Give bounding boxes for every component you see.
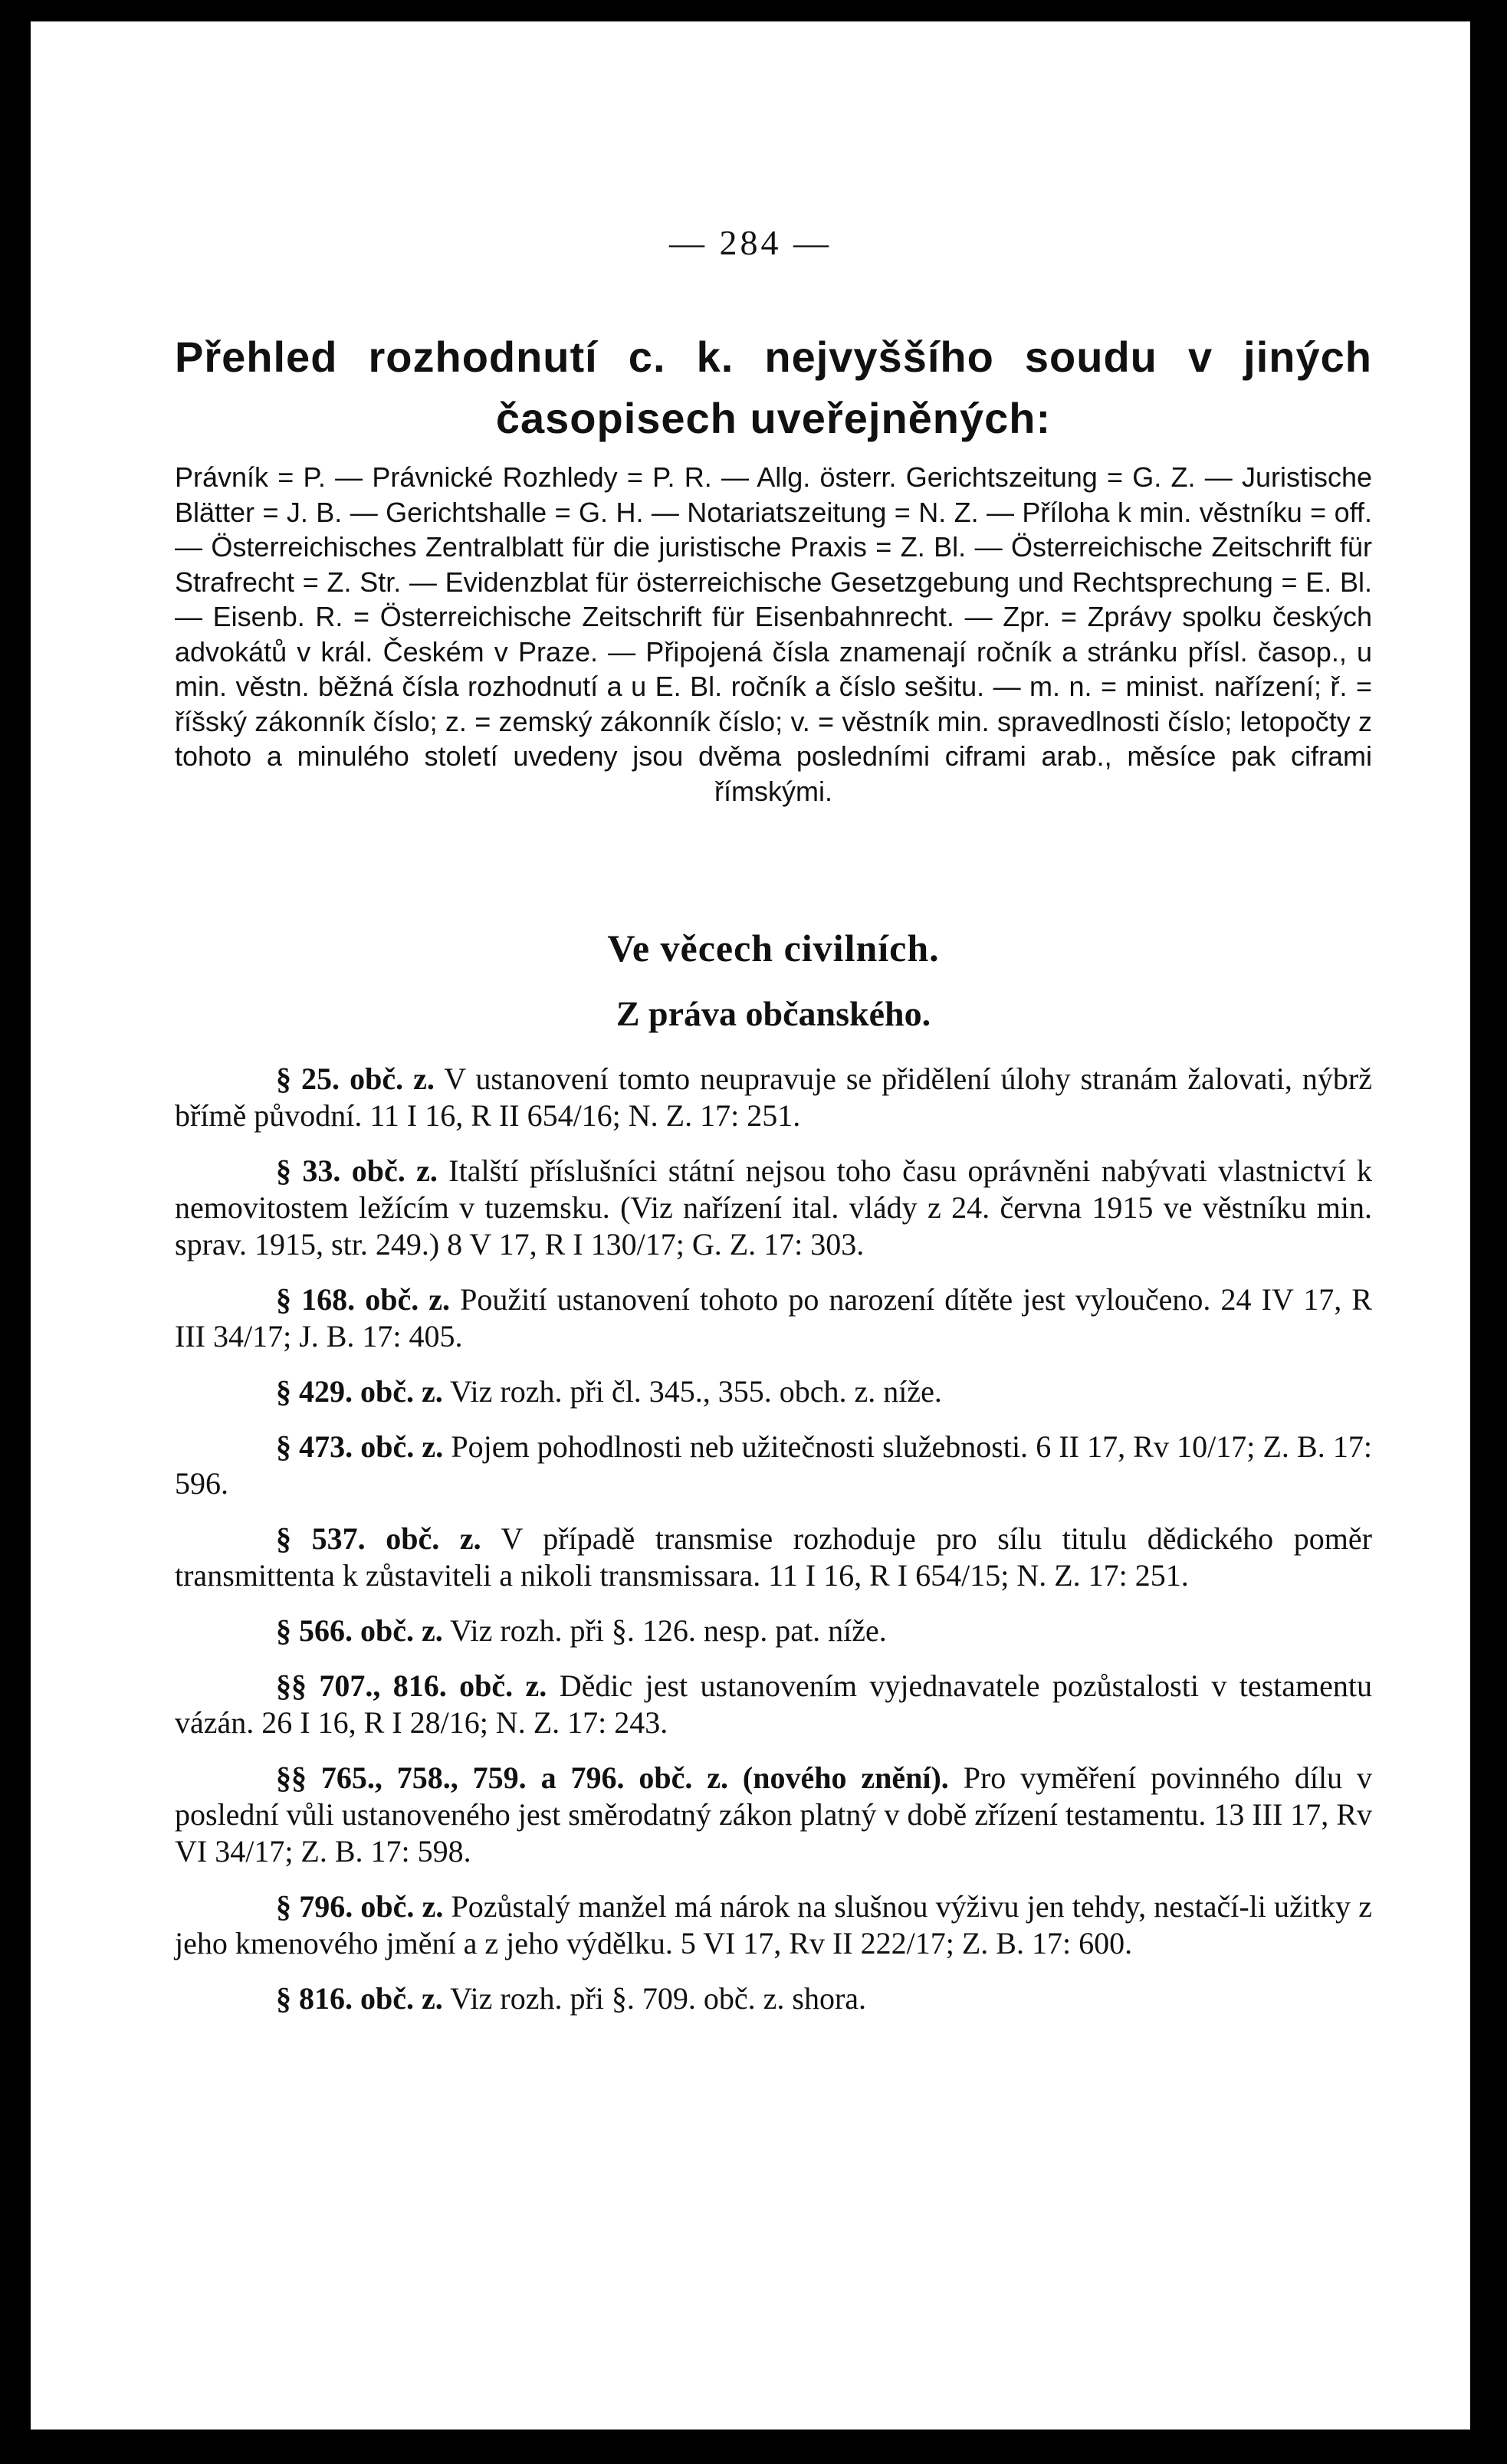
entry-reference: §§ 765., 758., 759. a 796. obč. z. (nového znění). (276, 1760, 949, 1795)
entry-reference: § 566. obč. z. (276, 1613, 443, 1648)
entry-text: Viz rozh. při §. 126. nesp. pat. níže. (442, 1613, 887, 1648)
page-title-line-2: časopisech uveřejněných: (495, 394, 1052, 442)
list-item (175, 1760, 1372, 1870)
subsection-heading: Z práva občanského. (616, 994, 931, 1033)
entry-text: V případě transmise rozhoduje pro sílu titulu dědického poměr transmittenta k zůstaviteli a nikoli transmissara. 11 I 16, R I 654/15; N. Z. 17: 251. (175, 1521, 1372, 1593)
page-number: — 284 — (669, 223, 832, 262)
abbreviations-paragraph: Právník = P. — Právnické Rozhledy = P. R. — Allg. österr. Gerichtszeitung = G. Z. — Juristische Blätter = J. B. — Gerichtshalle = G. H. — Notariatszeitung = N. Z. — Příloha k min. věstníku = off. — Österreichisches Zentralblatt für die juristische Praxis = Z. Bl. — Österreichische Zeitschrift für Strafrecht = Z. Str. — Evidenzblat für österreichische Gesetzgebung und Rechtsprechung = E. Bl. — Eisenb. R. = Österreichische Zeitschrift für Eisenbahnrecht. — Zpr. = Zprávy spolku českých advokátů v král. Českém v Praze. — Připojená čísla znamenají ročník a stránku přísl. časop., u min. věstn. běžná čísla rozhodnutí a u E. Bl. ročník a číslo sešitu. — m. n. = minist. nařízení; ř. = říšský zákonník číslo; z. = zemský zákonník číslo; v. = věstník min. spravedlnosti číslo; letopočty z tohoto a minulého století uvedeny jsou dvěma posledními ciframi arab., měsíce pak ciframi římskými. (175, 461, 1372, 807)
entry-text: Pro vyměření povinného dílu v poslední vůli ustanoveného jest směrodatný zákon platný v době zřízení testamentu. 13 III 17, Rv VI 34/17; Z. B. 17: 598. (175, 1760, 1372, 1869)
entry-reference: § 429. obč. z. (276, 1374, 443, 1409)
entry-text: Dědic jest ustanovením vyjednavatele pozůstalosti v testamentu vázán. 26 I 16, R I 28/16; N. Z. 17: 243. (175, 1668, 1372, 1740)
entry-reference: § 816. obč. z. (276, 1981, 443, 2016)
list-item (175, 1980, 1372, 2017)
list-item (175, 1613, 1372, 1649)
list-item (175, 1061, 1372, 1134)
list-item (175, 1429, 1372, 1502)
entry-list (175, 1061, 1372, 2036)
entry-reference: § 796. obč. z. (276, 1889, 444, 1924)
entry-text: Viz rozh. při čl. 345., 355. obch. z. níže. (442, 1374, 942, 1409)
entry-reference: §§ 707., 816. obč. z. (276, 1668, 547, 1703)
entry-reference: § 473. obč. z. (276, 1429, 444, 1464)
entry-text: Pozůstalý manžel má nárok na slušnou výživu jen tehdy, nestačí-li užitky z jeho kmenového jmění a z jeho výdělku. 5 VI 17, Rv II 222/17; Z. B. 17: 600. (175, 1889, 1372, 1960)
entry-reference: § 537. obč. z. (276, 1521, 481, 1556)
page-title-line-1: Přehled rozhodnutí c. k. nejvyššího soudu v jiných (175, 333, 1372, 381)
list-item (175, 1888, 1372, 1962)
entry-text: Použití ustanovení tohoto po narození dítěte jest vyloučeno. 24 IV 17, R III 34/17; J. B. 17: 405. (175, 1282, 1372, 1353)
entry-reference: § 25. obč. z. (276, 1061, 435, 1096)
list-item (175, 1521, 1372, 1594)
entry-text: Viz rozh. při §. 709. obč. z. shora. (442, 1981, 867, 2016)
entry-reference: § 33. obč. z. (276, 1153, 438, 1188)
section-heading: Ve věcech civilních. (607, 927, 940, 970)
entry-text: V ustanovení tomto neupravuje se přidělení úlohy stranám žalovati, nýbrž břímě původní. 11 I 16, R II 654/16; N. Z. 17: 251. (175, 1061, 1372, 1133)
entry-reference: § 168. obč. z. (276, 1282, 451, 1317)
entry-text: Pojem pohodlnosti neb užitečnosti služebnosti. 6 II 17, Rv 10/17; Z. B. 17: 596. (175, 1429, 1372, 1501)
list-item (175, 1373, 1372, 1410)
list-item (175, 1153, 1372, 1263)
document-page (31, 21, 1470, 2430)
list-item (175, 1281, 1372, 1355)
list-item (175, 1668, 1372, 1741)
page-title (175, 326, 1372, 449)
entry-text: Italští příslušníci státní nejsou toho času oprávněni nabývati vlastnictví k nemovitostem ležícím v tuzemsku. (Viz nařízení ital. vlády z 24. června 1915 ve věstníku min. sprav. 1915, str. 249.) 8 V 17, R I 130/17; G. Z. 17: 303. (175, 1153, 1372, 1262)
